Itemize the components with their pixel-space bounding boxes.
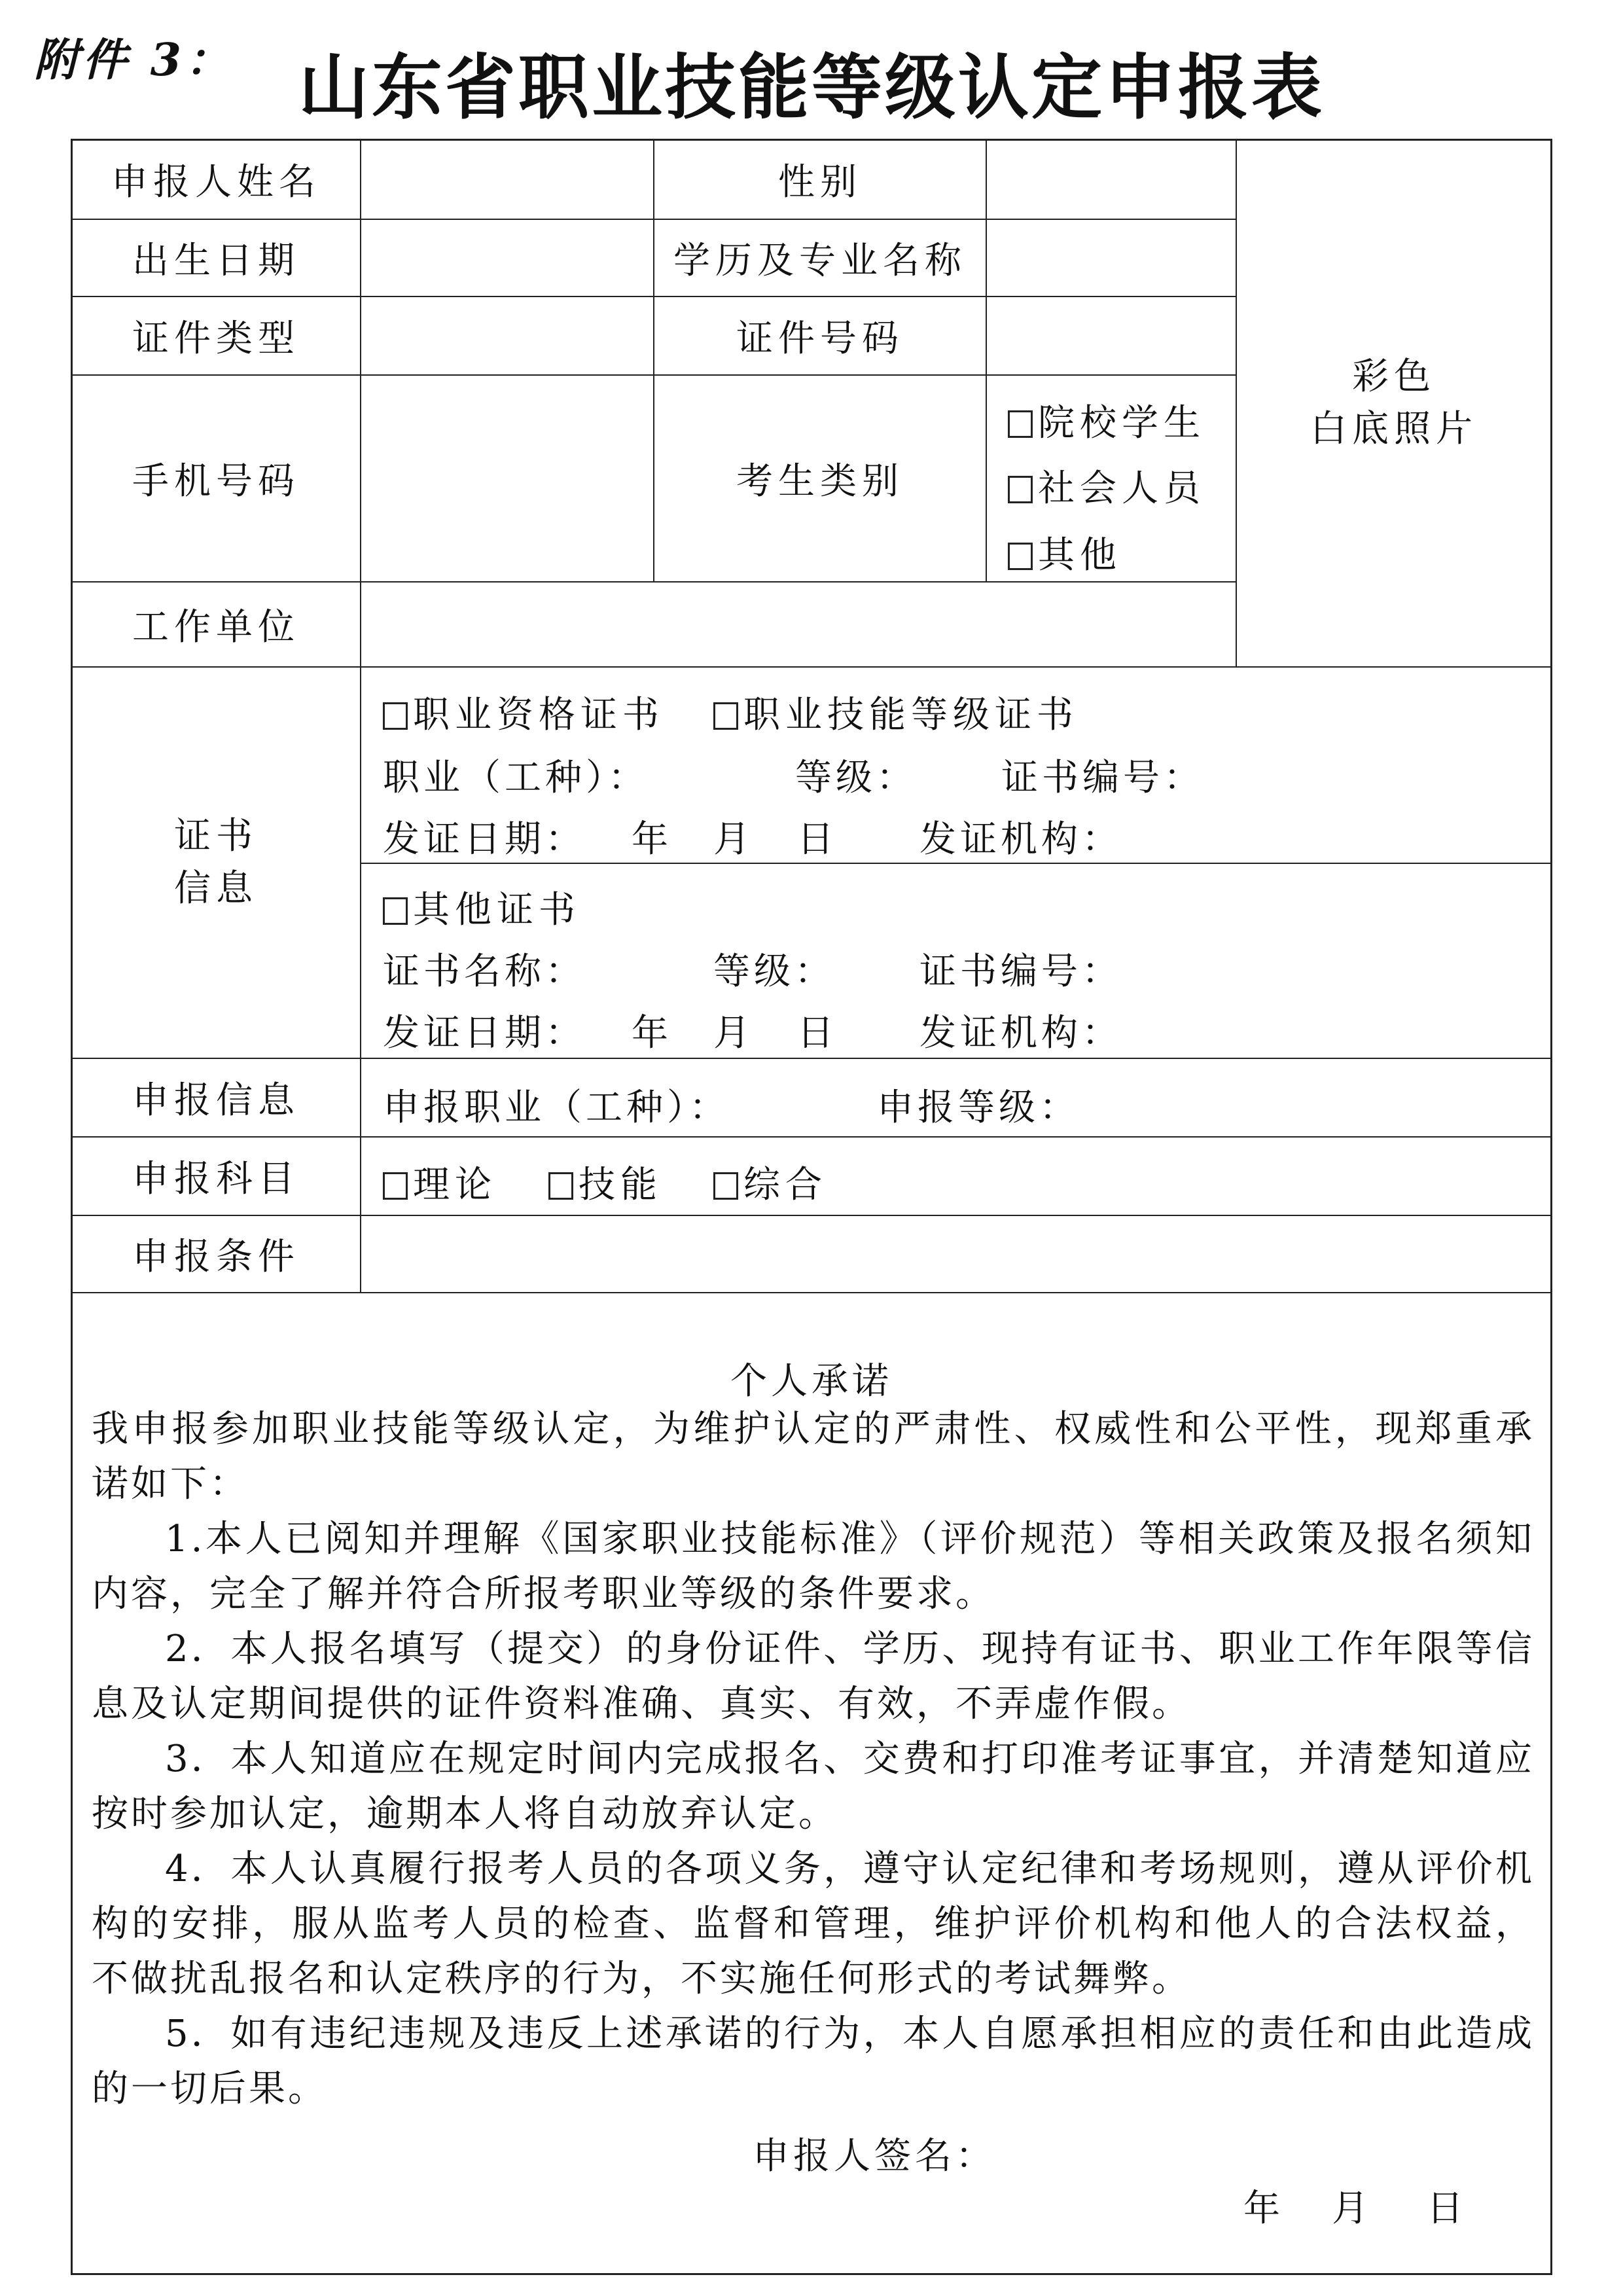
promise-title: 个人承诺: [730, 1360, 893, 1403]
gender-label: 性别: [653, 139, 987, 220]
id-type-label: 证件类型: [71, 296, 361, 376]
promise-item-1: 1.本人已阅知并理解《国家职业技能标准》（评价规范）等相关政策及报名须知内容，完全了解并符合所报考职业等级的条件要求。: [92, 1518, 1535, 1615]
phone-label: 手机号码: [71, 374, 361, 583]
subject-option-comprehensive[interactable]: 综合: [713, 1156, 827, 1208]
other-cert-name-label: 证书名称：: [383, 950, 586, 993]
candidate-type-label: 考生类别: [653, 374, 987, 583]
cert-label-line2: 信息: [174, 867, 258, 910]
photo-label-line2: 白底照片: [1310, 408, 1478, 450]
candidate-option-other[interactable]: 其他: [1008, 526, 1122, 579]
subject-label: 申报科目: [71, 1136, 361, 1216]
other-cert-issue-month: 月: [713, 1012, 754, 1054]
sign-date-year: 年: [1243, 2187, 1284, 2230]
cert-issue-year: 年: [632, 818, 672, 861]
apply-info-label: 申报信息: [71, 1058, 361, 1138]
work-unit-label: 工作单位: [71, 581, 361, 668]
promise-item-3: 3．本人知道应在规定时间内完成报名、交费和打印准考证事宜，并清楚知道应按时参加认定，逾期本人将自动放弃认定。: [92, 1738, 1535, 1835]
name-field[interactable]: [360, 139, 654, 220]
promise-text: [92, 1402, 1535, 2117]
phone-field[interactable]: [360, 374, 654, 583]
checkbox[interactable]: [1008, 543, 1033, 570]
other-cert-number-label: 证书编号：: [919, 950, 1122, 993]
education-label: 学历及专业名称: [653, 219, 987, 297]
cert-label-line1: 证书: [174, 815, 258, 857]
gender-field[interactable]: [986, 139, 1237, 220]
checkbox[interactable]: [383, 1172, 408, 1200]
checkbox[interactable]: [713, 1172, 738, 1200]
other-cert-level-label: 等级：: [713, 950, 835, 993]
birth-field[interactable]: [360, 219, 654, 297]
promise-item-5: 5．如有违纪违规及违反上述承诺的行为，本人自愿承担相应的责任和由此造成的一切后果。: [92, 2013, 1535, 2110]
id-number-label: 证件号码: [653, 296, 987, 376]
photo-label-line1: 彩色: [1352, 355, 1436, 398]
other-cert-issue-day: 日: [797, 1012, 838, 1054]
cert-issuer-label: 发证机构：: [919, 818, 1122, 861]
checkbox[interactable]: [713, 702, 738, 730]
promise-item-4: 4．本人认真履行报考人员的各项义务，遵守认定纪律和考场规则，遵从评价机构的安排，服从监考人员的检查、监督和管理，维护评价机构和他人的合法权益，不做扰乱报名和认定秩序的行为，不实施任何形式的考试舞弊。: [92, 1848, 1535, 2000]
condition-label: 申报条件: [71, 1215, 361, 1293]
cert-issue-day: 日: [797, 818, 838, 861]
checkbox[interactable]: [548, 1172, 573, 1200]
candidate-option-social[interactable]: 社会人员: [1008, 459, 1205, 512]
signature-label: 申报人签名：: [753, 2135, 996, 2178]
subject-field: [360, 1136, 1552, 1216]
sign-date-month: 月: [1332, 2187, 1372, 2230]
other-cert-issue-year: 年: [632, 1012, 672, 1054]
cert-option-qualification[interactable]: 职业资格证书: [383, 686, 664, 738]
cert-option-skill[interactable]: 职业技能等级证书: [713, 686, 1079, 738]
photo-box[interactable]: [1236, 139, 1552, 668]
apply-occupation-label: 申报职业（工种）：: [383, 1086, 730, 1129]
apply-level-label: 申报等级：: [877, 1086, 1080, 1129]
checkbox[interactable]: [383, 702, 408, 730]
sign-date-day: 日: [1427, 2187, 1467, 2230]
cert-number-label: 证书编号：: [1001, 757, 1204, 799]
cert-occupation-label: 职业（工种）：: [383, 757, 649, 799]
candidate-option-student[interactable]: 院校学生: [1008, 394, 1205, 446]
cert-option-other[interactable]: 其他证书: [383, 881, 580, 933]
subject-option-theory[interactable]: 理论: [383, 1156, 497, 1208]
id-number-field[interactable]: [986, 296, 1237, 376]
attachment-label: 附件 3：: [34, 34, 234, 86]
cert-level-label: 等级：: [795, 757, 917, 799]
checkbox[interactable]: [1008, 476, 1033, 503]
other-cert-issue-date-label: 发证日期：: [383, 1012, 586, 1054]
condition-field[interactable]: [360, 1215, 1552, 1293]
checkbox[interactable]: [1008, 410, 1033, 438]
promise-item-2: 2．本人报名填写（提交）的身份证件、学历、现持有证书、职业工作年限等信息及认定期间提供的证件资料准确、真实、有效，不弄虚作假。: [92, 1628, 1535, 1725]
form-title: 山东省职业技能等级认定申报表: [298, 47, 1325, 129]
id-type-field[interactable]: [360, 296, 654, 376]
education-field[interactable]: [986, 219, 1237, 297]
subject-option-skill[interactable]: 技能: [548, 1156, 662, 1208]
cert-info-label: [71, 666, 361, 1059]
checkbox[interactable]: [383, 897, 408, 925]
name-label: 申报人姓名: [71, 139, 361, 220]
promise-intro: 我申报参加职业技能等级认定，为维护认定的严肃性、权威性和公平性，现郑重承诺如下：: [92, 1408, 1535, 1505]
other-cert-issuer-label: 发证机构：: [919, 1012, 1122, 1054]
cert-issue-month: 月: [713, 818, 754, 861]
work-unit-field[interactable]: [360, 581, 1237, 668]
birth-label: 出生日期: [71, 219, 361, 297]
cert-issue-date-label: 发证日期：: [383, 818, 586, 861]
